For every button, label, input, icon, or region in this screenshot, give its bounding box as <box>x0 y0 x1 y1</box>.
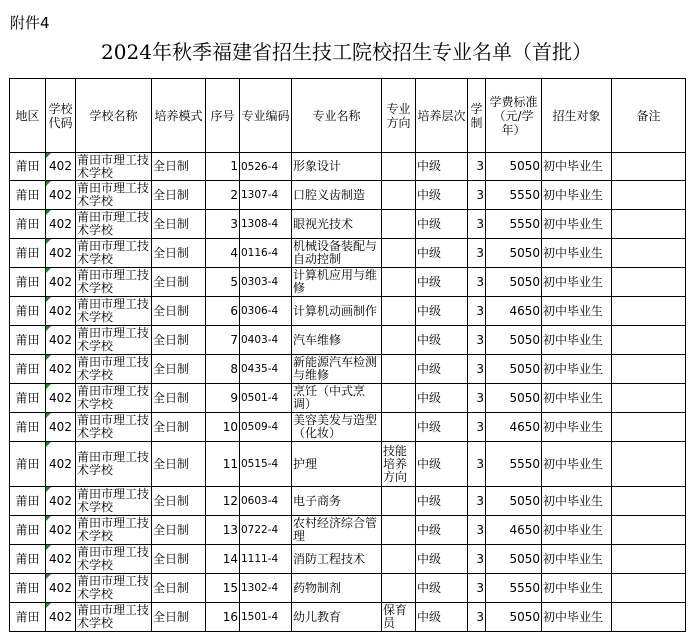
table-row <box>10 355 686 384</box>
cell-number: 1 <box>206 153 240 181</box>
cell-target: 初中毕业生 <box>542 297 612 326</box>
cell-major-name: 农村经济综合管理 <box>292 516 382 545</box>
cell-direction <box>382 297 416 326</box>
table-row <box>10 326 686 355</box>
cell-direction <box>382 181 416 210</box>
table-row <box>10 153 686 181</box>
cell-major-name: 汽车维修 <box>292 326 382 355</box>
cell-school-name: 莆田市理工技术学校 <box>76 239 152 268</box>
cell-level: 中级 <box>416 210 468 239</box>
cell-fee: 5050 <box>486 268 542 297</box>
attachment-label: 附件4 <box>10 14 50 32</box>
cell-major-name: 形象设计 <box>292 153 382 181</box>
cell-fee: 5050 <box>486 545 542 574</box>
cell-years: 3 <box>468 153 486 181</box>
cell-note <box>612 442 686 487</box>
cell-number: 10 <box>206 413 240 442</box>
cell-target: 初中毕业生 <box>542 442 612 487</box>
cell-major-name: 计算机应用与维修 <box>292 268 382 297</box>
cell-school-name: 莆田市理工技术学校 <box>76 297 152 326</box>
cell-school-code: 402 <box>46 384 76 413</box>
cell-target: 初中毕业生 <box>542 210 612 239</box>
cell-major-code: 0403-4 <box>240 326 292 355</box>
cell-mode: 全日制 <box>152 516 206 545</box>
col-header-major-name: 专业名称 <box>292 79 382 153</box>
cell-school-code: 402 <box>46 545 76 574</box>
cell-number: 5 <box>206 268 240 297</box>
cell-note <box>612 545 686 574</box>
cell-target: 初中毕业生 <box>542 153 612 181</box>
cell-years: 3 <box>468 413 486 442</box>
cell-major-code: 1111-4 <box>240 545 292 574</box>
cell-school-code: 402 <box>46 326 76 355</box>
cell-school-name: 莆田市理工技术学校 <box>76 574 152 603</box>
cell-mode: 全日制 <box>152 355 206 384</box>
cell-fee: 4650 <box>486 516 542 545</box>
cell-years: 3 <box>468 210 486 239</box>
cell-target: 初中毕业生 <box>542 355 612 384</box>
cell-note <box>612 210 686 239</box>
cell-fee: 4650 <box>486 413 542 442</box>
cell-note <box>612 355 686 384</box>
cell-years: 3 <box>468 487 486 516</box>
cell-note <box>612 384 686 413</box>
col-header-target: 招生对象 <box>542 79 612 153</box>
cell-major-code: 0722-4 <box>240 516 292 545</box>
cell-school-name: 莆田市理工技术学校 <box>76 442 152 487</box>
cell-mode: 全日制 <box>152 545 206 574</box>
cell-years: 3 <box>468 297 486 326</box>
table-row <box>10 487 686 516</box>
cell-region: 莆田 <box>10 297 46 326</box>
table-row <box>10 413 686 442</box>
col-header-level: 培养层次 <box>416 79 468 153</box>
cell-mode: 全日制 <box>152 268 206 297</box>
cell-major-code: 0435-4 <box>240 355 292 384</box>
cell-school-code: 402 <box>46 153 76 181</box>
cell-region: 莆田 <box>10 487 46 516</box>
cell-fee: 5550 <box>486 181 542 210</box>
cell-direction <box>382 153 416 181</box>
cell-note <box>612 516 686 545</box>
cell-major-name: 机械设备装配与自动控制 <box>292 239 382 268</box>
cell-mode: 全日制 <box>152 487 206 516</box>
cell-school-name: 莆田市理工技术学校 <box>76 153 152 181</box>
cell-level: 中级 <box>416 442 468 487</box>
cell-years: 3 <box>468 239 486 268</box>
table-row <box>10 210 686 239</box>
cell-school-name: 莆田市理工技术学校 <box>76 603 152 632</box>
table-row <box>10 297 686 326</box>
cell-region: 莆田 <box>10 516 46 545</box>
cell-direction <box>382 268 416 297</box>
cell-school-code: 402 <box>46 181 76 210</box>
cell-years: 3 <box>468 181 486 210</box>
cell-level: 中级 <box>416 153 468 181</box>
cell-level: 中级 <box>416 181 468 210</box>
cell-school-code: 402 <box>46 574 76 603</box>
cell-school-code: 402 <box>46 603 76 632</box>
cell-direction <box>382 545 416 574</box>
cell-mode: 全日制 <box>152 603 206 632</box>
cell-level: 中级 <box>416 413 468 442</box>
cell-major-code: 0526-4 <box>240 153 292 181</box>
cell-number: 13 <box>206 516 240 545</box>
cell-years: 3 <box>468 384 486 413</box>
cell-years: 3 <box>468 268 486 297</box>
cell-school-code: 402 <box>46 210 76 239</box>
cell-major-code: 0116-4 <box>240 239 292 268</box>
cell-note <box>612 326 686 355</box>
cell-target: 初中毕业生 <box>542 413 612 442</box>
cell-level: 中级 <box>416 326 468 355</box>
cell-mode: 全日制 <box>152 413 206 442</box>
cell-note <box>612 574 686 603</box>
cell-years: 3 <box>468 574 486 603</box>
cell-region: 莆田 <box>10 153 46 181</box>
cell-major-name: 烹饪（中式烹调） <box>292 384 382 413</box>
col-header-years: 学制 <box>468 79 486 153</box>
col-header-fee: 学费标准（元/学年） <box>486 79 542 153</box>
cell-major-name: 口腔义齿制造 <box>292 181 382 210</box>
cell-major-code: 0303-4 <box>240 268 292 297</box>
col-header-region: 地区 <box>10 79 46 153</box>
header-row <box>10 79 686 153</box>
table-row <box>10 545 686 574</box>
cell-major-code: 0603-4 <box>240 487 292 516</box>
cell-direction: 技能培养方向 <box>382 442 416 487</box>
cell-years: 3 <box>468 603 486 632</box>
table-row <box>10 239 686 268</box>
table-row <box>10 384 686 413</box>
cell-fee: 5050 <box>486 153 542 181</box>
cell-fee: 5050 <box>486 384 542 413</box>
col-header-mode: 培养模式 <box>152 79 206 153</box>
cell-number: 14 <box>206 545 240 574</box>
cell-level: 中级 <box>416 516 468 545</box>
cell-major-code: 1308-4 <box>240 210 292 239</box>
cell-note <box>612 487 686 516</box>
cell-direction <box>382 210 416 239</box>
cell-fee: 5550 <box>486 442 542 487</box>
cell-major-name: 幼儿教育 <box>292 603 382 632</box>
cell-mode: 全日制 <box>152 210 206 239</box>
cell-school-code: 402 <box>46 442 76 487</box>
table-row <box>10 181 686 210</box>
cell-major-code: 0509-4 <box>240 413 292 442</box>
cell-target: 初中毕业生 <box>542 181 612 210</box>
cell-direction <box>382 355 416 384</box>
cell-years: 3 <box>468 545 486 574</box>
document-title: 2024年秋季福建省招生技工院校招生专业名单（首批） <box>101 40 592 64</box>
cell-years: 3 <box>468 442 486 487</box>
cell-region: 莆田 <box>10 413 46 442</box>
cell-school-name: 莆田市理工技术学校 <box>76 326 152 355</box>
cell-school-name: 莆田市理工技术学校 <box>76 545 152 574</box>
cell-level: 中级 <box>416 268 468 297</box>
cell-number: 11 <box>206 442 240 487</box>
cell-mode: 全日制 <box>152 239 206 268</box>
cell-major-code: 1302-4 <box>240 574 292 603</box>
cell-mode: 全日制 <box>152 442 206 487</box>
cell-note <box>612 181 686 210</box>
cell-major-code: 0515-4 <box>240 442 292 487</box>
cell-number: 8 <box>206 355 240 384</box>
cell-region: 莆田 <box>10 603 46 632</box>
cell-mode: 全日制 <box>152 297 206 326</box>
cell-major-name: 药物制剂 <box>292 574 382 603</box>
cell-note <box>612 153 686 181</box>
cell-number: 9 <box>206 384 240 413</box>
cell-region: 莆田 <box>10 574 46 603</box>
cell-fee: 5050 <box>486 355 542 384</box>
cell-school-name: 莆田市理工技术学校 <box>76 413 152 442</box>
cell-note <box>612 297 686 326</box>
cell-years: 3 <box>468 355 486 384</box>
cell-school-code: 402 <box>46 239 76 268</box>
col-header-school-name: 学校名称 <box>76 79 152 153</box>
cell-mode: 全日制 <box>152 326 206 355</box>
cell-major-name: 消防工程技术 <box>292 545 382 574</box>
cell-target: 初中毕业生 <box>542 545 612 574</box>
cell-school-name: 莆田市理工技术学校 <box>76 268 152 297</box>
cell-school-name: 莆田市理工技术学校 <box>76 210 152 239</box>
cell-fee: 5050 <box>486 603 542 632</box>
cell-number: 3 <box>206 210 240 239</box>
cell-fee: 5050 <box>486 326 542 355</box>
cell-major-code: 1501-4 <box>240 603 292 632</box>
cell-region: 莆田 <box>10 384 46 413</box>
cell-major-name: 护理 <box>292 442 382 487</box>
cell-years: 3 <box>468 516 486 545</box>
cell-region: 莆田 <box>10 442 46 487</box>
cell-school-code: 402 <box>46 516 76 545</box>
cell-major-name: 计算机动画制作 <box>292 297 382 326</box>
cell-level: 中级 <box>416 355 468 384</box>
cell-level: 中级 <box>416 545 468 574</box>
cell-number: 15 <box>206 574 240 603</box>
cell-number: 12 <box>206 487 240 516</box>
major-list-table <box>9 78 686 632</box>
cell-fee: 5050 <box>486 239 542 268</box>
cell-target: 初中毕业生 <box>542 239 612 268</box>
cell-direction <box>382 413 416 442</box>
cell-school-name: 莆田市理工技术学校 <box>76 355 152 384</box>
cell-school-code: 402 <box>46 268 76 297</box>
cell-region: 莆田 <box>10 181 46 210</box>
cell-major-code: 1307-4 <box>240 181 292 210</box>
cell-number: 6 <box>206 297 240 326</box>
cell-major-name: 眼视光技术 <box>292 210 382 239</box>
cell-school-name: 莆田市理工技术学校 <box>76 516 152 545</box>
cell-school-name: 莆田市理工技术学校 <box>76 181 152 210</box>
cell-number: 4 <box>206 239 240 268</box>
cell-target: 初中毕业生 <box>542 326 612 355</box>
cell-major-name: 新能源汽车检测与维修 <box>292 355 382 384</box>
cell-region: 莆田 <box>10 545 46 574</box>
cell-school-name: 莆田市理工技术学校 <box>76 487 152 516</box>
cell-school-code: 402 <box>46 413 76 442</box>
table-row <box>10 442 686 487</box>
table-row <box>10 268 686 297</box>
cell-target: 初中毕业生 <box>542 516 612 545</box>
col-header-school-code: 学校代码 <box>46 79 76 153</box>
cell-mode: 全日制 <box>152 153 206 181</box>
cell-direction <box>382 487 416 516</box>
cell-direction <box>382 239 416 268</box>
table-row <box>10 603 686 632</box>
cell-direction: 保育员 <box>382 603 416 632</box>
col-header-major-code: 专业编码 <box>240 79 292 153</box>
cell-fee: 4650 <box>486 297 542 326</box>
cell-number: 7 <box>206 326 240 355</box>
cell-major-name: 电子商务 <box>292 487 382 516</box>
cell-direction <box>382 516 416 545</box>
table-row <box>10 574 686 603</box>
table-row <box>10 516 686 545</box>
cell-major-code: 0306-4 <box>240 297 292 326</box>
cell-school-code: 402 <box>46 297 76 326</box>
cell-school-code: 402 <box>46 487 76 516</box>
cell-mode: 全日制 <box>152 181 206 210</box>
cell-target: 初中毕业生 <box>542 603 612 632</box>
cell-note <box>612 268 686 297</box>
cell-level: 中级 <box>416 603 468 632</box>
cell-target: 初中毕业生 <box>542 384 612 413</box>
cell-fee: 5550 <box>486 574 542 603</box>
cell-mode: 全日制 <box>152 574 206 603</box>
cell-school-name: 莆田市理工技术学校 <box>76 384 152 413</box>
cell-level: 中级 <box>416 574 468 603</box>
cell-school-code: 402 <box>46 355 76 384</box>
cell-level: 中级 <box>416 239 468 268</box>
cell-target: 初中毕业生 <box>542 574 612 603</box>
cell-number: 16 <box>206 603 240 632</box>
cell-major-name: 美容美发与造型（化妆） <box>292 413 382 442</box>
cell-region: 莆田 <box>10 355 46 384</box>
col-header-note: 备注 <box>612 79 686 153</box>
cell-direction <box>382 326 416 355</box>
cell-target: 初中毕业生 <box>542 268 612 297</box>
cell-note <box>612 413 686 442</box>
cell-major-code: 0501-4 <box>240 384 292 413</box>
cell-direction <box>382 574 416 603</box>
col-header-direction: 专业方向 <box>382 79 416 153</box>
cell-target: 初中毕业生 <box>542 487 612 516</box>
cell-years: 3 <box>468 326 486 355</box>
cell-region: 莆田 <box>10 326 46 355</box>
cell-region: 莆田 <box>10 239 46 268</box>
col-header-number: 序号 <box>206 79 240 153</box>
cell-level: 中级 <box>416 297 468 326</box>
cell-direction <box>382 384 416 413</box>
cell-fee: 5050 <box>486 487 542 516</box>
cell-note <box>612 603 686 632</box>
cell-number: 2 <box>206 181 240 210</box>
cell-level: 中级 <box>416 487 468 516</box>
cell-region: 莆田 <box>10 210 46 239</box>
cell-level: 中级 <box>416 384 468 413</box>
cell-note <box>612 239 686 268</box>
cell-region: 莆田 <box>10 268 46 297</box>
cell-fee: 5550 <box>486 210 542 239</box>
cell-mode: 全日制 <box>152 384 206 413</box>
